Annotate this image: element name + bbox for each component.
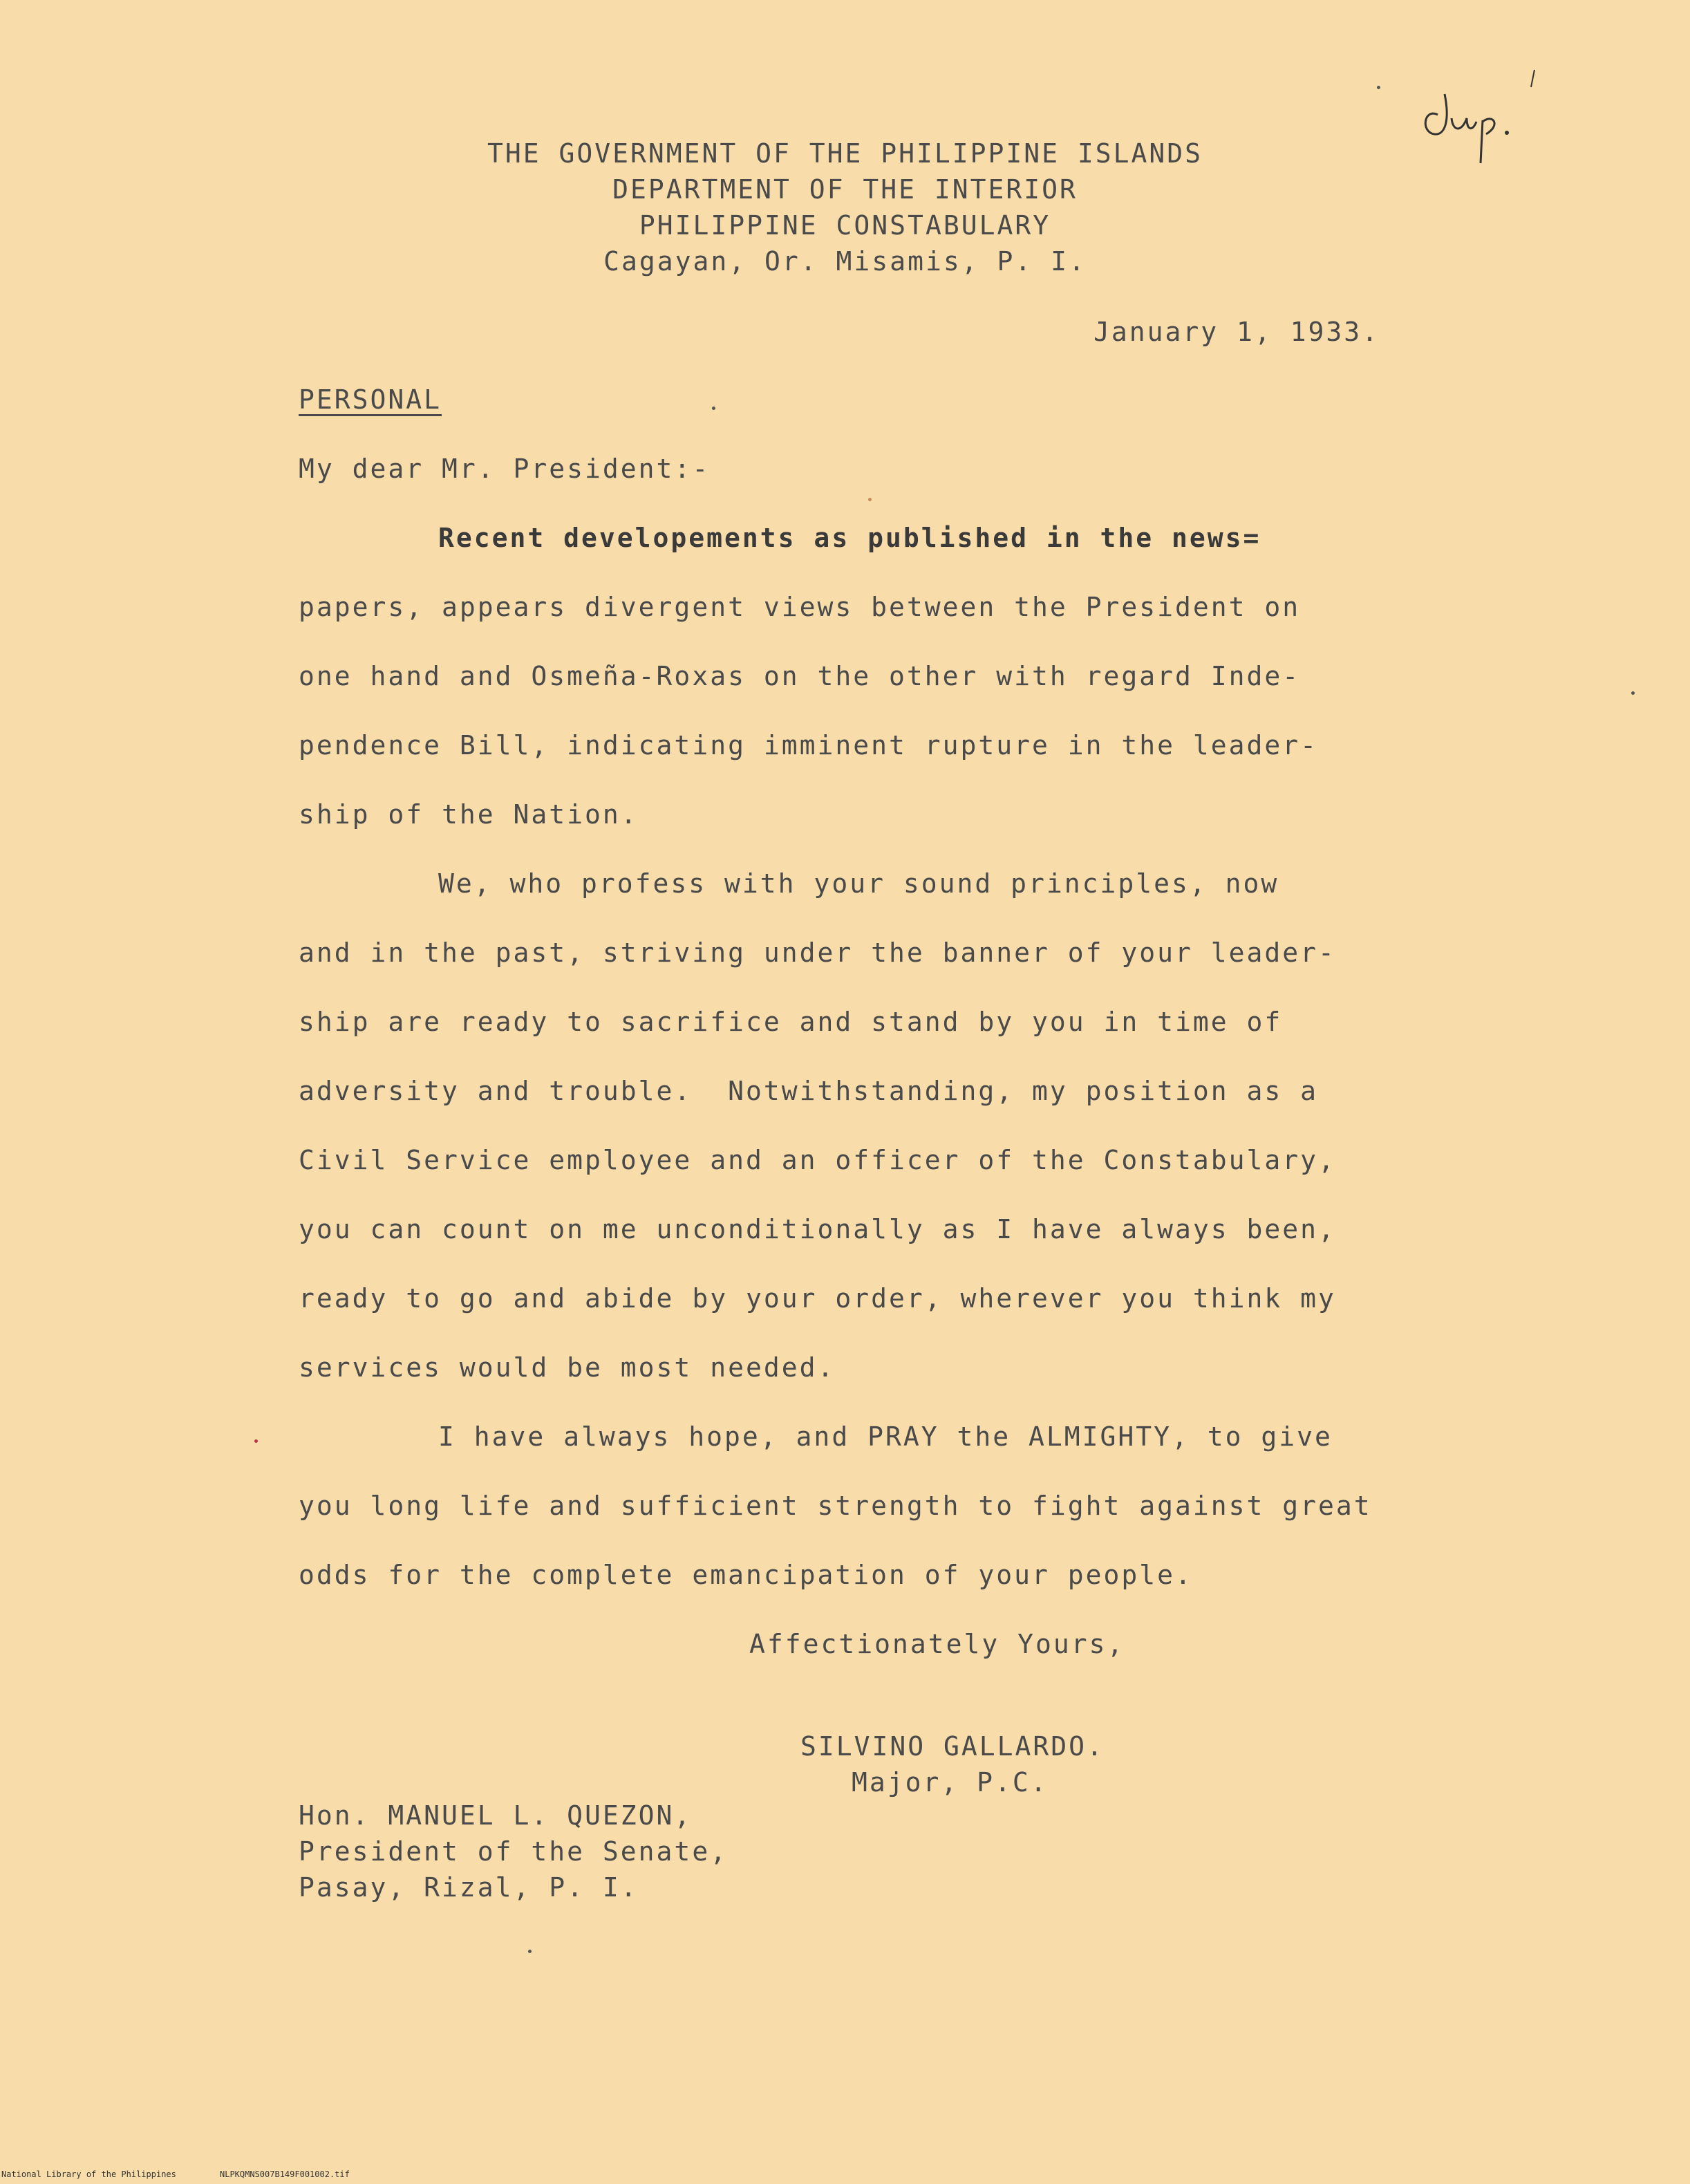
personal-label: PERSONAL: [299, 384, 442, 415]
header-line-1: THE GOVERNMENT OF THE PHILIPPINE ISLANDS: [487, 138, 1203, 169]
footer-file-id: NLPKQMNS007B149F001002.tif: [220, 2169, 350, 2179]
paragraph-3-line-2: you long life and sufficient strength to fight against great: [299, 1491, 1372, 1521]
paper-speck: [712, 407, 715, 410]
closing: Affectionately Yours,: [749, 1629, 1125, 1659]
paragraph-1-line-4: pendence Bill, indicating imminent rupture in the leader-: [299, 730, 1319, 760]
footer-library-credit: National Library of the Philippines: [1, 2169, 176, 2179]
paragraph-2-line-7: ready to go and abide by your order, wherever you think my: [299, 1283, 1336, 1314]
paragraph-1-line-1: Recent developements as published in the news=: [438, 523, 1261, 553]
paragraph-2-line-4: adversity and trouble. Notwithstanding, my position as a: [299, 1076, 1319, 1106]
recipient-line-1: Hon. MANUEL L. QUEZON,: [299, 1800, 693, 1831]
paper-speck: [868, 498, 872, 501]
signature-rank: Major, P.C.: [852, 1767, 1049, 1798]
paragraph-1-line-5: ship of the Nation.: [299, 799, 639, 830]
salutation: My dear Mr. President:-: [299, 454, 711, 484]
paragraph-2-line-8: services would be most needed.: [299, 1352, 836, 1383]
paragraph-3-line-1: I have always hope, and PRAY the ALMIGHTY, to give: [438, 1421, 1333, 1452]
letter-date: January 1, 1933.: [1093, 317, 1380, 347]
paragraph-2-line-5: Civil Service employee and an officer of the Constabulary,: [299, 1145, 1336, 1175]
header-line-4: Cagayan, Or. Misamis, P. I.: [603, 246, 1087, 277]
paper-speck: [254, 1439, 258, 1443]
paragraph-2-line-2: and in the past, striving under the banner of your leader-: [299, 937, 1336, 968]
paragraph-2-line-1: We, who profess with your sound principles, now: [438, 868, 1279, 899]
paragraph-1-line-2: papers, appears divergent views between the President on: [299, 592, 1301, 622]
paper-speck: [1377, 86, 1380, 89]
paragraph-1-line-3: one hand and Osmeña-Roxas on the other with regard Inde-: [299, 661, 1301, 691]
signature-name: SILVINO GALLARDO.: [800, 1731, 1105, 1762]
recipient-line-3: Pasay, Rizal, P. I.: [299, 1872, 639, 1903]
paper-speck: [1631, 691, 1635, 695]
recipient-line-2: President of the Senate,: [299, 1836, 729, 1867]
paragraph-2-line-6: you can count on me unconditionally as I have always been,: [299, 1214, 1336, 1244]
paragraph-2-line-3: ship are ready to sacrifice and stand by you in time of: [299, 1007, 1283, 1037]
header-line-2: DEPARTMENT OF THE INTERIOR: [612, 174, 1078, 205]
paper-speck: [528, 1950, 532, 1953]
paragraph-3-line-3: odds for the complete emancipation of your people.: [299, 1560, 1193, 1590]
header-line-3: PHILIPPINE CONSTABULARY: [639, 210, 1051, 241]
